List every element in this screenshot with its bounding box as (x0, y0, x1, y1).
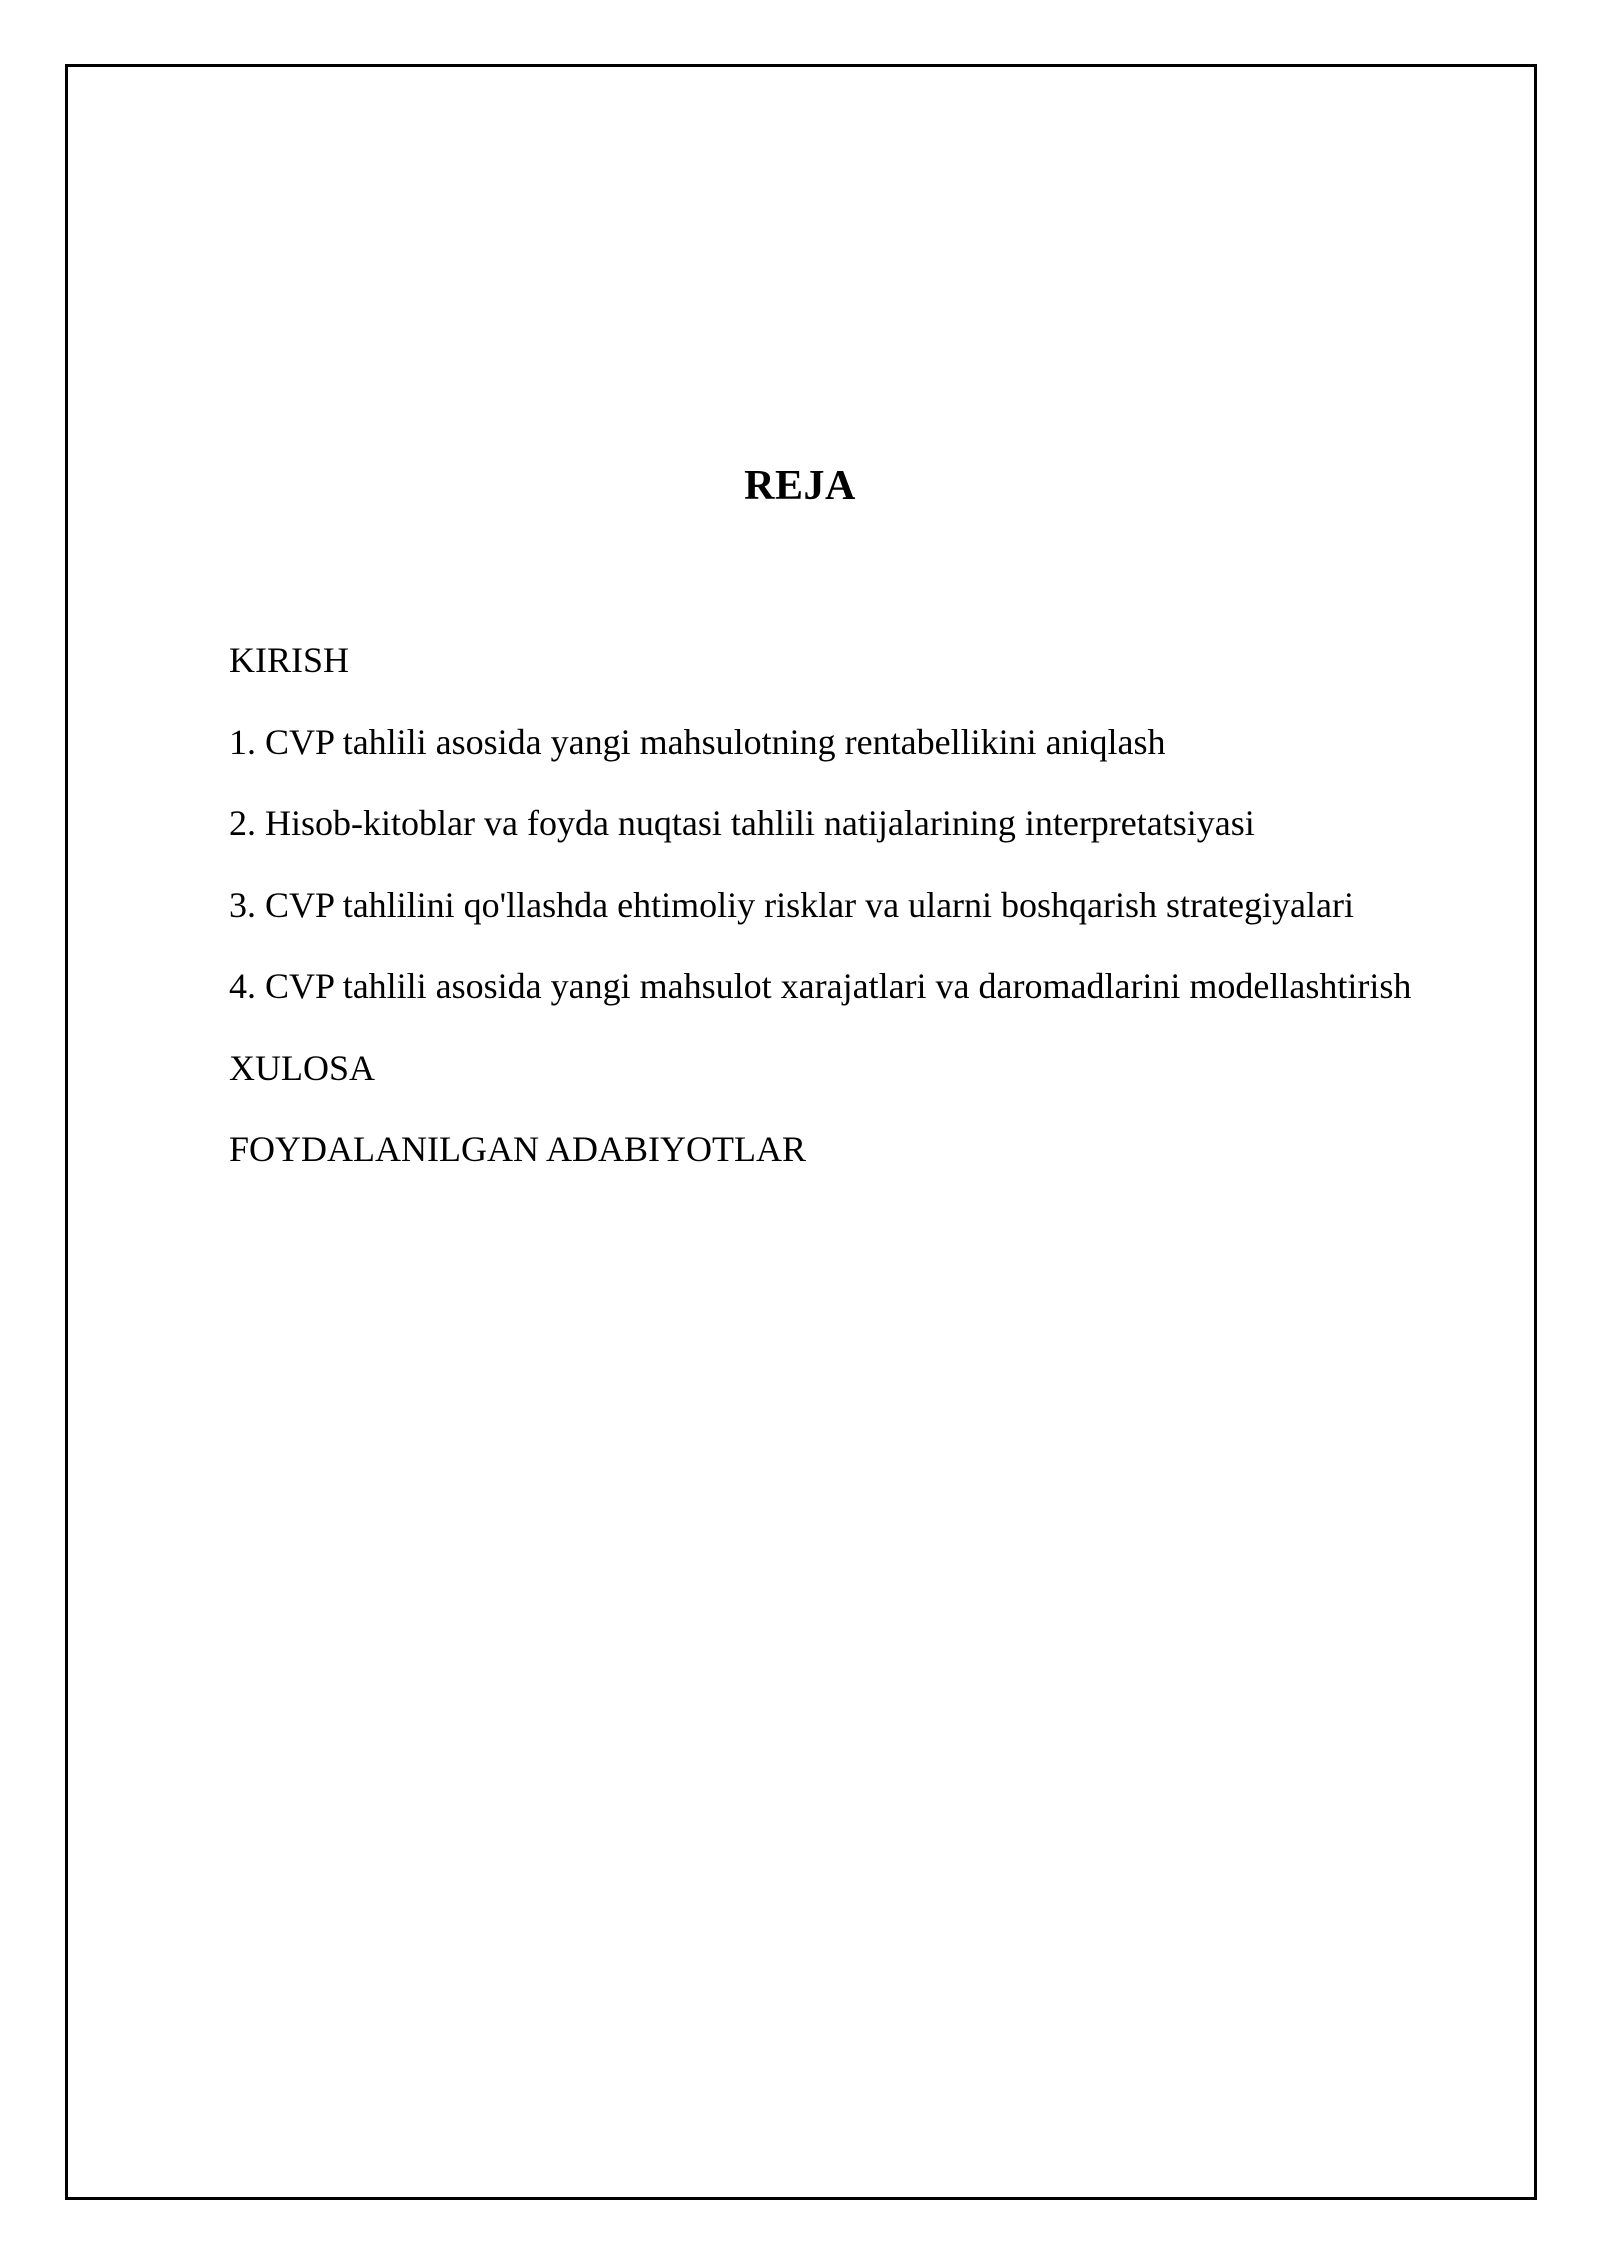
plan-item-introduction: KIRISH (229, 640, 350, 680)
plan-item-3: 3. CVP tahlilini qo'llashda ehtimoliy risklar va ularni boshqarish strategiyalari (229, 884, 1354, 925)
plan-item-conclusion: XULOSA (229, 1047, 376, 1088)
plan-item-1: 1. CVP tahlili asosida yangi mahsulotning rentabellikini aniqlash (229, 721, 1166, 762)
plan-item-references: FOYDALANILGAN ADABIYOTLAR (229, 1129, 806, 1169)
plan-item-4: 4. CVP tahlili asosida yangi mahsulot xarajatlari va daromadlarini modellashtirish (229, 966, 1412, 1006)
page-title: REJA (744, 463, 856, 509)
plan-list (229, 640, 1411, 1211)
plan-item-2: 2. Hisob-kitoblar va foyda nuqtasi tahlili natijalarining interpretatsiyasi (229, 803, 1255, 843)
